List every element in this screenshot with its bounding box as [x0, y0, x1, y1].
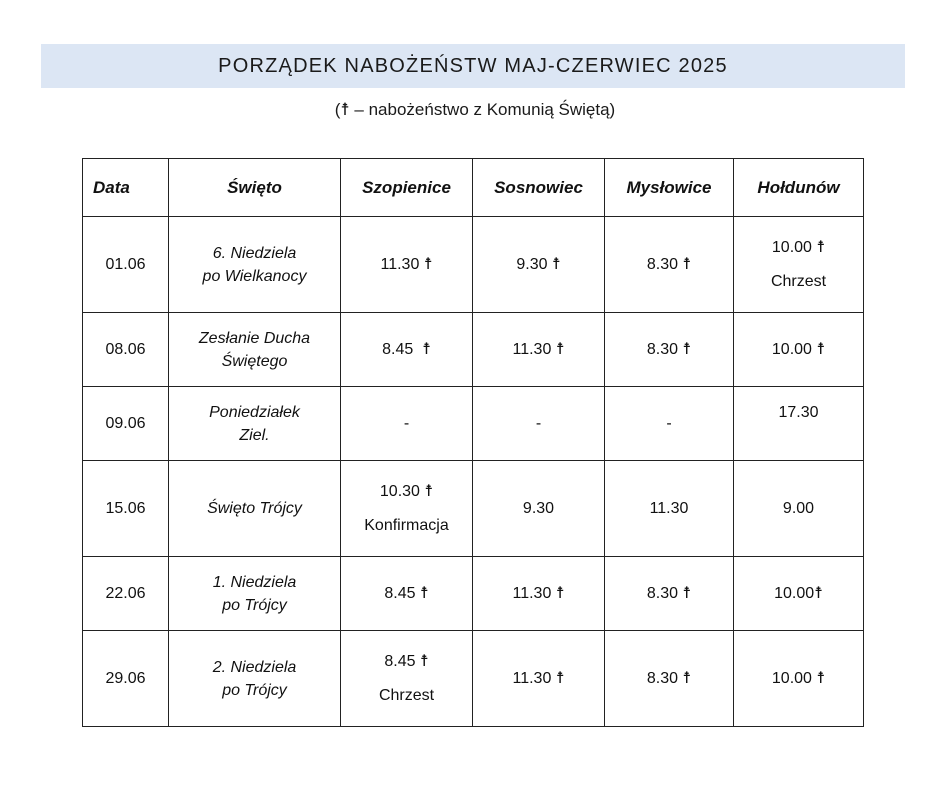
cell-sosnowiec: 9.30: [473, 461, 605, 557]
header-row: [83, 159, 864, 217]
page-title: PORZĄDEK NABOŻEŃSTW MAJ-CZERWIEC 2025: [218, 54, 728, 77]
cell-myslowice: 8.30 ☨: [605, 631, 734, 727]
cell-holdunow: 10.00 ☨: [734, 313, 864, 387]
event-line: Chrzest: [378, 686, 435, 704]
cell-holiday: [169, 313, 341, 387]
time-line: 8.45 ☨: [384, 652, 429, 670]
cell-holdunow: [734, 217, 864, 313]
cell-szopienice: 11.30 ☨: [341, 217, 473, 313]
cell-holiday: [169, 217, 341, 313]
holiday-line: 2. Niedziela: [212, 658, 297, 676]
header-myslowice: Mysłowice: [605, 159, 734, 217]
cell-szopienice: 8.45 ☨: [341, 557, 473, 631]
holiday-line: Świętego: [221, 352, 288, 370]
cell-holdunow: 10.00☨: [734, 557, 864, 631]
cell-date: 08.06: [83, 313, 169, 387]
cell-szopienice: 8.45 ☨: [341, 313, 473, 387]
spacer: [345, 504, 468, 514]
cell-date: 22.06: [83, 557, 169, 631]
holiday-line: po Wielkanocy: [202, 267, 307, 285]
cell-szopienice: -: [341, 387, 473, 461]
legend-note: [0, 100, 950, 120]
cell-holiday: [169, 557, 341, 631]
cell-holdunow: 9.00: [734, 461, 864, 557]
cell-sosnowiec: 11.30 ☨: [473, 557, 605, 631]
cell-myslowice: 8.30 ☨: [605, 217, 734, 313]
time-line: 10.30 ☨: [379, 482, 434, 500]
cell-szopienice: [341, 631, 473, 727]
event-line: Chrzest: [770, 272, 827, 290]
title-banner: [41, 44, 905, 88]
cell-date: 15.06: [83, 461, 169, 557]
holiday-line: po Trójcy: [222, 596, 287, 614]
holiday-line: Poniedziałek: [209, 403, 300, 421]
cell-myslowice: 8.30 ☨: [605, 557, 734, 631]
holiday-line: Zesłanie Ducha: [198, 329, 311, 347]
holiday-line: 6. Niedziela: [212, 244, 297, 262]
header-holiday: Święto: [169, 159, 341, 217]
cell-date: 09.06: [83, 387, 169, 461]
cross-icon: ☨: [340, 100, 350, 119]
table-row: [83, 387, 864, 461]
legend-text: – nabożeństwo z Komunią Świętą): [349, 100, 616, 119]
cell-date: 01.06: [83, 217, 169, 313]
cell-sosnowiec: -: [473, 387, 605, 461]
header-holdunow: Hołdunów: [734, 159, 864, 217]
cell-holiday: Święto Trójcy: [169, 461, 341, 557]
cell-myslowice: -: [605, 387, 734, 461]
header-sosnowiec: Sosnowiec: [473, 159, 605, 217]
cell-holdunow: 17.30: [734, 387, 864, 461]
cell-sosnowiec: 9.30 ☨: [473, 217, 605, 313]
table-row: [83, 557, 864, 631]
table-row: [83, 631, 864, 727]
table-row: [83, 313, 864, 387]
table-row: [83, 217, 864, 313]
header-szopienice: Szopienice: [341, 159, 473, 217]
holiday-line: Ziel.: [239, 426, 270, 444]
cell-sosnowiec: 11.30 ☨: [473, 313, 605, 387]
header-date: Data: [83, 159, 169, 217]
cell-myslowice: 11.30: [605, 461, 734, 557]
cell-myslowice: 8.30 ☨: [605, 313, 734, 387]
cell-holdunow: 10.00 ☨: [734, 631, 864, 727]
schedule-table: [82, 158, 864, 727]
cell-szopienice: [341, 461, 473, 557]
holiday-line: 1. Niedziela: [212, 573, 297, 591]
time-line: 10.00 ☨: [771, 238, 826, 256]
table-row: [83, 461, 864, 557]
legend-open: (: [334, 100, 341, 119]
holiday-line: po Trójcy: [222, 681, 287, 699]
cell-holiday: [169, 387, 341, 461]
event-line: Konfirmacja: [364, 516, 449, 534]
cell-holiday: [169, 631, 341, 727]
cell-date: 29.06: [83, 631, 169, 727]
spacer: [345, 674, 468, 684]
spacer: [738, 260, 859, 270]
cell-sosnowiec: 11.30 ☨: [473, 631, 605, 727]
